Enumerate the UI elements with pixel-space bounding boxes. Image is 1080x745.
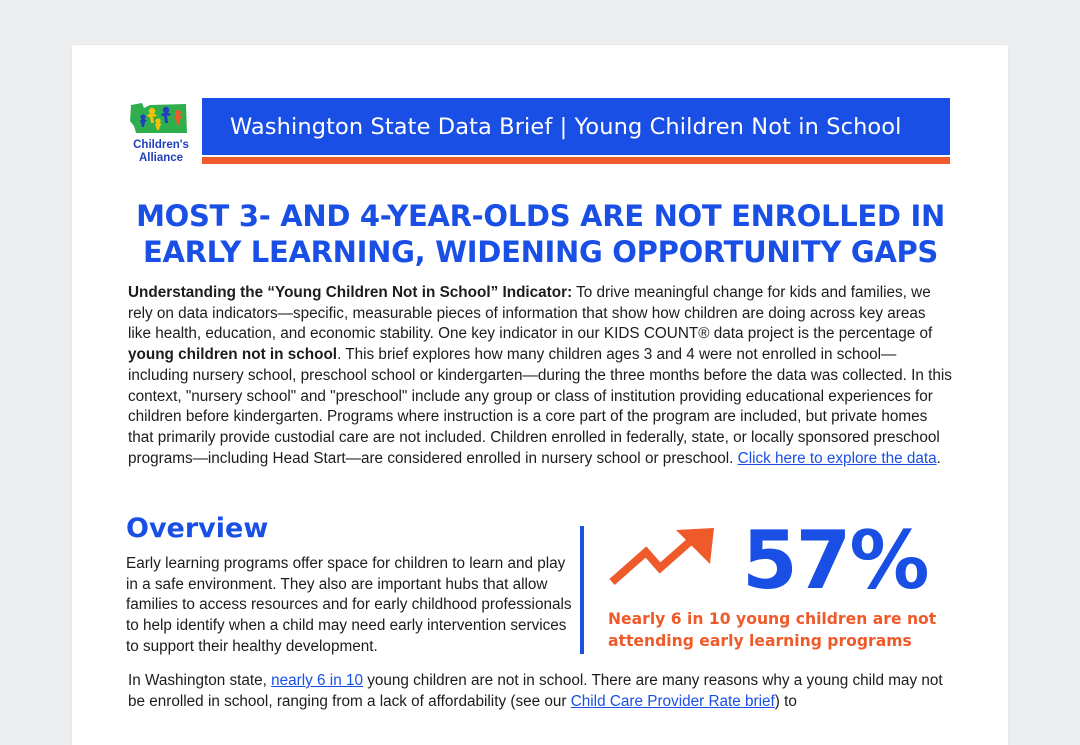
intro-bold-term: young children not in school xyxy=(128,346,338,364)
nearly-6-in-10-link[interactable]: nearly 6 in 10 xyxy=(271,672,363,689)
intro-end: . xyxy=(936,449,941,467)
washington-map-icon xyxy=(128,99,194,141)
headline-line-2: EARLY LEARNING, WIDENING OPPORTUNITY GAPS xyxy=(142,235,939,269)
bottom-text-1: In Washington state, xyxy=(128,672,272,689)
overview-body: Early learning programs offer space for children to learn and play in a safe environment. They also are important hubs that allow families to access resources and for early childhood professionals to help identify when a child may need early intervention services to support their healthy development. xyxy=(126,555,572,655)
bottom-text-2: young children are not in school. There are many reasons why a young child may not be enrolled in school, ranging from a lack of affordability (see our xyxy=(128,672,943,710)
bottom-paragraph xyxy=(128,671,952,712)
bottom-text-3: ) to xyxy=(774,692,797,710)
rate-brief-link[interactable]: Child Care Provider Rate brief xyxy=(570,692,775,710)
main-headline xyxy=(128,198,953,270)
childrens-alliance-logo xyxy=(128,99,194,167)
overview-heading: Overview xyxy=(126,513,269,544)
section-divider xyxy=(580,526,584,654)
trending-up-arrow-icon xyxy=(608,528,716,586)
intro-text-2: . This brief explores how many children ages 3 and 4 were not enrolled in school—including nursery school, preschool school or kindergarten—during the three months before the data was collected. In this context, "nursery school" and "preschool" include any group or class of institution providing educational experiences for children before kindergarten. Programs where instruction is a core part of the program are included, but private homes that primarily provide custodial care are not included. Children enrolled in federally, state, or locally sponsored preschool programs—including Head Start—are considered enrolled in nursery school or preschool. xyxy=(128,346,952,467)
stat-caption: Nearly 6 in 10 young children are not attending early learning programs xyxy=(608,610,937,650)
banner-title: Washington State Data Brief | Young Children Not in School xyxy=(230,113,902,140)
intro-lead: Understanding the “Young Children Not in School” Indicator: xyxy=(128,284,573,301)
intro-paragraph xyxy=(128,283,952,469)
explore-data-link[interactable]: Click here to explore the data xyxy=(737,449,937,467)
stat-value: 57% xyxy=(742,514,928,607)
header-banner xyxy=(202,98,950,155)
intro-text-1: To drive meaningful change for kids and families, we rely on data indicators—specific, measurable pieces of information that show how children are doing across key areas like health, education, and economic stability. One key indicator in our KIDS COUNT® data project is the percentage of xyxy=(128,284,933,343)
banner-accent-rule xyxy=(202,157,950,164)
logo-text-line2: Alliance xyxy=(138,152,184,164)
headline-line-1: MOST 3- AND 4-YEAR-OLDS ARE NOT ENROLLED IN xyxy=(136,199,945,233)
logo-text-line1: Children's xyxy=(133,139,189,151)
